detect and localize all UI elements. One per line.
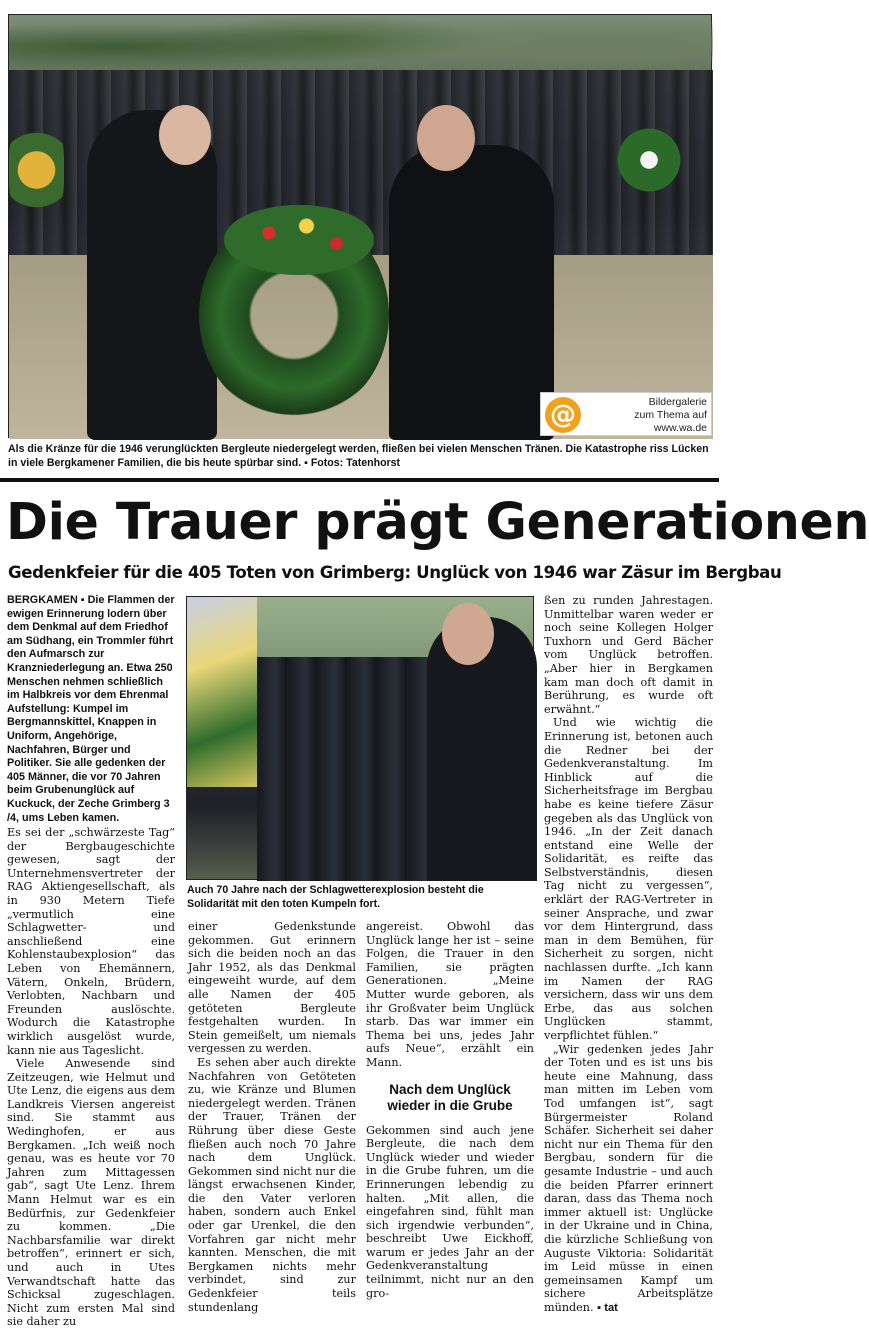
photo-man-left-head [159, 105, 211, 165]
photo-flag [187, 597, 257, 787]
dateline: BERGKAMEN ▪ [7, 594, 85, 606]
column-1-lead [7, 594, 175, 825]
section-rule [0, 478, 719, 482]
photo-front-man-head [442, 603, 494, 665]
photo-wreath-laying [8, 14, 712, 438]
photo-man-right-head [417, 105, 475, 171]
photo-miners [186, 596, 534, 880]
column-4 [544, 594, 713, 1315]
photo-caption-top: Als die Kränze für die 1946 verunglückten Bergleute niedergelegt werden, fließen bei vielen Menschen Tränen. Die Katastrophe riss Lücken in viele Bergkamener Familien, die bis heute spürbar sind. ▪ Fotos: Tatenhorst [8, 443, 709, 469]
paragraph: ßen zu runden Jahrestagen. Unmittelbar waren weder er noch seine Kollegen Holger Tuxhorn und Gerd Bächer vom Unglück betroffen. „Aber hier in Bergkamen kam man doch oft damit in Berührung, es wurde oft erwähnt.“ [544, 594, 713, 716]
gallery-label: Bildergalerie [648, 396, 707, 408]
column-2 [188, 920, 356, 1314]
lead-text: Die Flammen der ewigen Erinnerung lodern über dem Denkmal auf dem Friedhof am Südhang, ein Trommler führt den Aufmarsch zur Kranzniederlegung an. Etwa 250 Menschen nehmen schließlich im Halbkreis vor dem Ehrenmal Aufstellung: Kumpel im Bergmannskittel, Knappen in Uniform, Angehörige, Nachfahren, Bürger und Politiker. Sie alle gedenken der 405 Männer, die vor 70 Jahren beim Grubenunglück auf Kuckuck, der Zeche Grimberg 3 /4, ums Leben kamen. [7, 594, 175, 824]
paragraph: angereist. Obwohl das Unglück lange her ist – seine Folgen, die Trauer in den Familien, sie prägten Generationen. „Meine Mutter wurde geboren, als ihr Großvater beim Unglück starb. Das war immer ein Thema bei uns, jedes Jahr aufs Neue“, erzählt ein Mann. [366, 920, 534, 1069]
column-3 [366, 920, 534, 1300]
column-1 [7, 826, 175, 1329]
paragraph: Es sei der „schwärzeste Tag“ der Bergbaugeschichte gewesen, sagt der Unternehmensvertreter der RAG Aktiengesellschaft, als in 930 Metern Tiefe „vermutlich eine Schlagwetter- und anschließend eine Kohlenstaubexplosion“ das Leben von Ehemännern, Vätern, Onkeln, Brüdern, Verlobten, Nachbarn und Freunden auslöschte. Wodurch die Katastrophe wirklich ausgelöst wurde, kann nie aus Tageslicht. [7, 826, 175, 1057]
author-signature: ▪ tat [597, 1301, 618, 1314]
subheadline: Gedenkfeier für die 405 Toten von Grimberg: Unglück von 1946 war Zäsur im Bergbau [8, 563, 782, 582]
paragraph-last [544, 1043, 713, 1316]
subhead: Nach dem Unglück wieder in die Grube [387, 1081, 513, 1113]
at-icon: @ [545, 397, 581, 433]
paragraph: Und wie wichtig die Erinnerung ist, betonen auch die Redner bei der Gedenkveranstaltung. Im Hinblick auf die Sicherheitsfrage im Bergbau habe es keine tiefere Zäsur gegeben als das Unglück von 1946. „In der Zeit danach entstand eine Welle der Solidarität, es reifte das Selbstverständnis, diesen Tag nicht zu vergessen“, erklärt der RAG-Vertreter in seiner Ansprache, und zwar vor dem Hintergrund, dass man in dem Bemühen, für Sicherheit zu sorgen, nicht nachlassen durfte. „Ich kann im Namen der RAG versichern, dass wir uns dem Erbe, das aus solchen Unglücken stammt, verpflichtet fühlen.“ [544, 716, 713, 1042]
paragraph: einer Gedenkstunde gekommen. Gut erinnern sich die beiden noch an das Jahr 1952, als das Denkmal eingeweiht wurde, auf dem alle Namen der 405 getöteten Bergleute festgehalten wurden. In Stein gemeißelt, um niemals vergessen zu werden. [188, 920, 356, 1056]
lead-paragraph [7, 594, 175, 825]
photo-wreath-flowers [224, 205, 374, 275]
gallery-badge[interactable] [540, 392, 712, 436]
photo-wreath-left [9, 115, 64, 225]
paragraph: Gekommen sind auch jene Bergleute, die nach dem Unglück wieder und wieder in die Grube fuhren, um die Erinnerungen lebendig zu halten. „Mit allen, die eingefahren sind, fühlt man sich irgendwie verbunden“, beschreibt Uwe Eickhoff, warum er jedes Jahr an der Gedenkveranstaltung teilnimmt, nicht nur an den gro- [366, 1123, 534, 1300]
headline: Die Trauer prägt Generationen [6, 492, 869, 551]
photo-wreath-right [609, 120, 689, 200]
paragraph: Es sehen aber auch direkte Nachfahren von Getöteten zu, wie Kränze und Blumen niedergelegt werden. Tränen der Trauer, Tränen der Rührung über diese Geste fließen auch noch 70 Jahre nach dem Unglück. Gekommen sind nicht nur die längst erwachsenen Kinder, die den Vater verloren haben, sondern auch Enkel oder gar Urenkel, die den Vorfahren gar nicht mehr kannten. Menschen, die mit Bergkamen nichts mehr verbindet, sind zur Gedenkfeier teils stundenlang [188, 1055, 356, 1314]
gallery-label-2: zum Thema auf [634, 409, 707, 421]
paragraph: Viele Anwesende sind Zeitzeugen, wie Helmut und Ute Lenz, die eigens aus dem Landkreis Viersen angereist sind. Sie stammt aus Wedinghofen, er aus Bergkamen. „Ich weiß noch genau, was es heute vor 70 Jahren zum Mittagessen gab“, sagt Ute Lenz. Ihrem Mann Helmut war es ein Bedürfnis, zur Gedenkfeier zu kommen. „Die Nachbarsfamilie war direkt betroffen“, erinnert er sich, und auch in Utes Verwandtschaft hatte das Schicksal zugeschlagen. Nicht zum ersten Mal sind sie daher zu [7, 1057, 175, 1329]
gallery-url[interactable]: www.wa.de [653, 422, 707, 434]
gallery-text [634, 396, 707, 435]
photo-caption-middle: Auch 70 Jahre nach der Schlagwetterexplosion besteht die Solidarität mit den toten Kumpeln fort. [187, 884, 484, 910]
paragraph-text: „Wir gedenken jedes Jahr der Toten und es ist uns bis heute eine Mahnung, dass man mitten im Leben vom Tod umfangen ist“, sagt Bürgermeister Roland Schäfer. Sicherheit sei daher nicht nur ein Thema für den Bergbau, sondern für die gesamte Industrie – und auch die beiden Pfarrer erinnert daran, dass das Thema noch immer aktuell ist: Unglücke in der Ukraine und in China, die kürzliche Schließung von Auguste Viktoria: Solidarität im Leid müsse in einen gemeinsamen Kampf um sichere Arbeitsplätze münden. [544, 1042, 713, 1314]
photo-man-right [389, 145, 554, 440]
